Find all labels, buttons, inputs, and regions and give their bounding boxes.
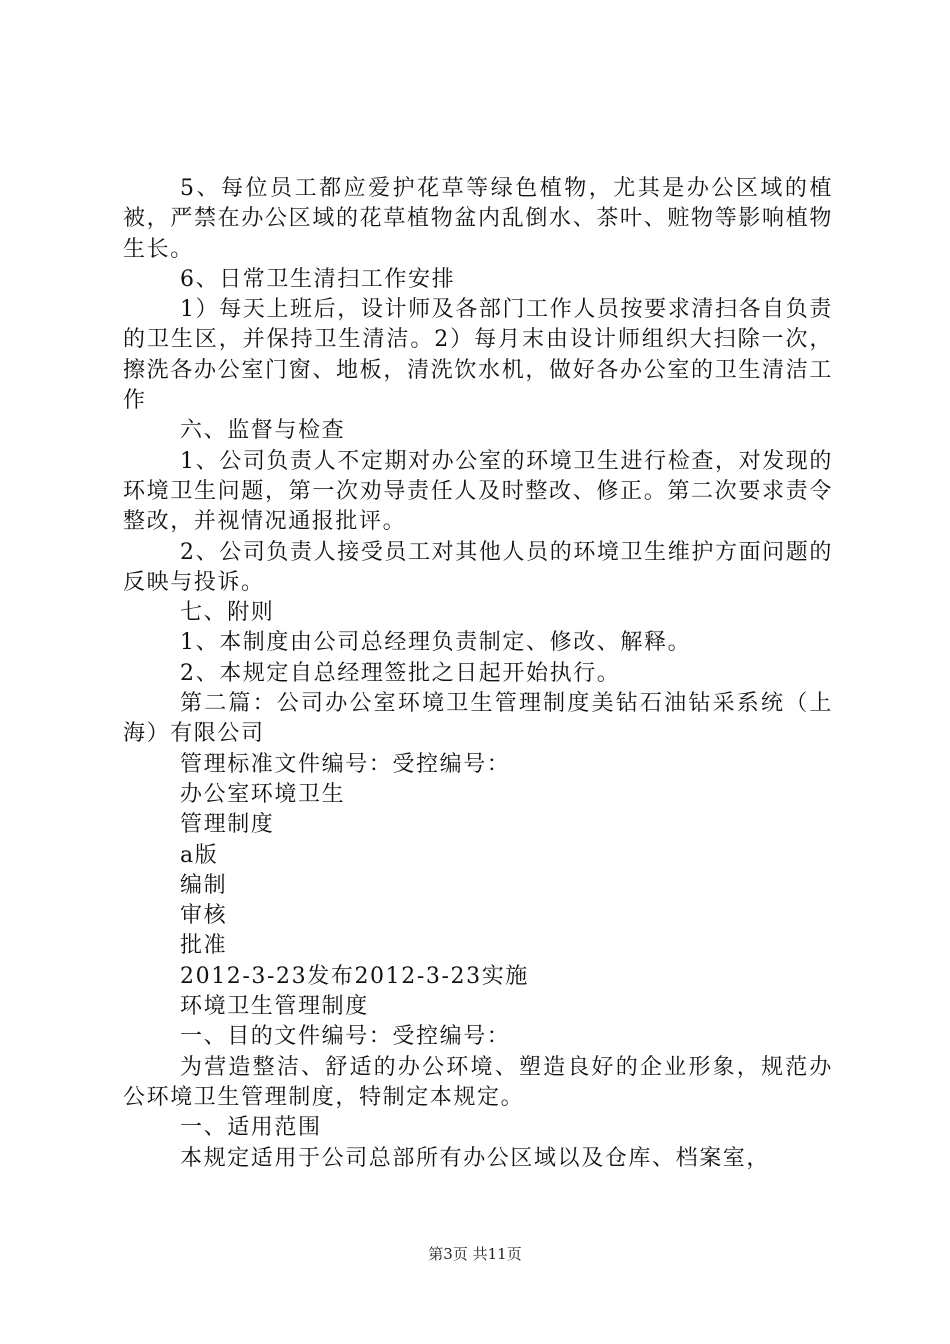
paragraph-6: 2、公司负责人接受员工对其他人员的环境卫生维护方面问题的反映与投诉。 xyxy=(123,539,833,595)
document-body xyxy=(123,174,833,1174)
paragraph-21: 为营造整洁、舒适的办公环境、塑造良好的企业形象，规范办公环境卫生管理制度，特制定本规定。 xyxy=(123,1054,833,1110)
paragraph-14: a版 xyxy=(180,842,219,868)
paragraph-1: 5、每位员工都应爱护花草等绿色植物，尤其是办公区域的植被，严禁在办公区域的花草植物盆内乱倒水、茶叶、赃物等影响植物生长。 xyxy=(123,176,833,262)
paragraph-23: 本规定适用于公司总部所有办公区域以及仓库、档案室， xyxy=(180,1145,771,1171)
paragraph-12: 办公室环境卫生 xyxy=(180,781,346,807)
paragraph-8: 1、本制度由公司总经理负责制定、修改、解释。 xyxy=(180,630,692,656)
paragraph-22: 一、适用范围 xyxy=(180,1115,322,1141)
chapter-heading-part-two: 第二篇：公司办公室环境卫生管理制度美钻石油钻采系统（上海）有限公司 xyxy=(123,691,833,747)
paragraph-19: 环境卫生管理制度 xyxy=(180,994,369,1020)
paragraph-9: 2、本规定自总经理签批之日起开始执行。 xyxy=(180,660,621,686)
page-number: 第3页 共11页 xyxy=(428,1245,522,1263)
paragraph-20: 一、目的文件编号：受控编号： xyxy=(180,1024,511,1050)
paragraph-16: 审核 xyxy=(180,903,228,929)
paragraph-2: 6、日常卫生清扫工作安排 xyxy=(180,266,456,292)
paragraph-17: 批准 xyxy=(180,933,228,959)
paragraph-3: 1）每天上班后，设计师及各部门工作人员按要求清扫各自负责的卫生区，并保持卫生清洁。2）每月末由设计师组织大扫除一次，擦洗各办公室门窗、地板，清洗饮水机，做好各办公室的卫生清洁工作 xyxy=(123,297,833,414)
section-heading-appendix: 七、附则 xyxy=(180,600,275,626)
paragraph-15: 编制 xyxy=(180,872,228,898)
paragraph-11: 管理标准文件编号：受控编号： xyxy=(180,751,511,777)
paragraph-5: 1、公司负责人不定期对办公室的环境卫生进行检查，对发现的环境卫生问题，第一次劝导责任人及时整改、修正。第二次要求责令整改，并视情况通报批评。 xyxy=(123,448,833,535)
page-footer xyxy=(0,1244,950,1264)
paragraph-13: 管理制度 xyxy=(180,812,275,838)
paragraph-18: 2012-3-23发布2012-3-23实施 xyxy=(180,963,529,989)
section-heading-supervision: 六、监督与检查 xyxy=(180,418,346,444)
